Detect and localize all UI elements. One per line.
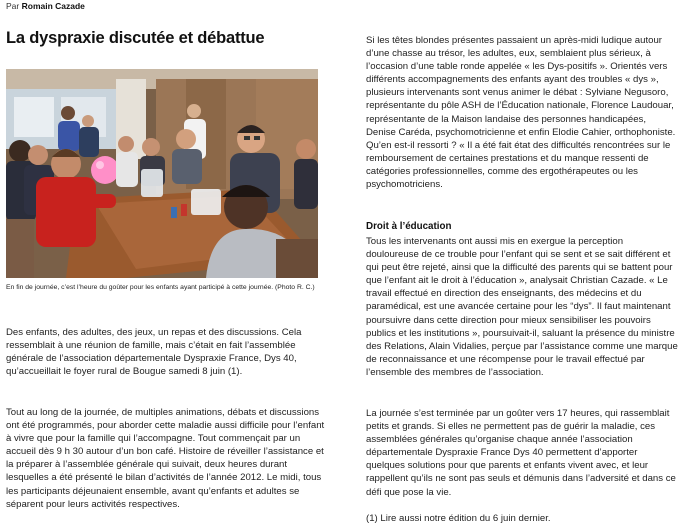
- byline-prefix: Par: [6, 1, 20, 11]
- right-paragraph-1: Si les têtes blondes présentes passaient un après-midi ludique autour d’une chasse au trésor, les adultes, eux, semblaient plus sérieux, à l’occasion d’une table ronde appelée « les Dys-positifs ». Orientés vers différents accompagnements des enfants ayant des troubles « dys », plusieurs intervenants sont venus animer le débat : Sylviane Negusoro, représentante du pôle ASH de l’Éducation nationale, Florence Laudouar, représentante de la Maison landaise des personnes handicapées, Denise Caréda, psychomotricienne et enfin Elodie Cahier, orthophoniste. Qu’en est-il ressorti ? « Il a été fait état des difficultés rencontrées sur le remboursement de certaines prestations et du manque ressenti de catégories professionnelles, comme des ergothérapeutes ou les psychomotriciens.: [366, 35, 676, 191]
- author-name[interactable]: Romain Cazade: [21, 1, 85, 11]
- left-paragraph-1: Des enfants, des adultes, des jeux, un repas et des discussions. Cela ressemblait à une réunion de famille, mais c’était en fait l’assemblée générale de l’association départementale Dyspraxie France, Dys 40, qu’accueillait le foyer rural de Bougue samedi 8 juin (1).: [6, 327, 302, 378]
- photo-scene: [6, 69, 318, 278]
- byline: [6, 1, 85, 11]
- right-paragraph-3: La journée s’est terminée par un goûter vers 17 heures, qui rassemblait petits et grands. Si elles ne permettent pas de guérir la maladie, ces assemblées générales qu’organise chaque année l’association départementale Dyspraxie France Dys 40 permettent d’apporter quelques solutions pour que parents et enfants vivent avec, et leur rappellent qu’ils ne sont pas seuls et démunis dans l’adversité et dans ce défi que pose la vie.: [366, 408, 676, 498]
- article-photo: [6, 69, 318, 278]
- article-title: La dyspraxie discutée et débattue: [6, 29, 265, 47]
- right-paragraph-2: Tous les intervenants ont aussi mis en exergue la perception douloureuse de ce trouble pour l’enfant qui se sent et se sait différent et qui peut être rejeté, ainsi que la difficulté des parents qui se battent pour que l’enfant ait le droit à l’éducation », analysait Christian Cazade. « Le travail effectué en direction des enseignants, des médecins et du paramédical, est une avancée certaine pour les “dys”. Il faut maintenant poursuivre dans cette direction pour mieux sensibiliser les pouvoirs publics et les institutions », poursuivait-il, saluant la présence du ministre des Relations, Alain Vidalies, perçue par l’assistance comme une marque de reconnaissance et une récompense pour le travail effectué par l’ensemble des membres de l’association.: [366, 236, 678, 378]
- photo-caption: En fin de journée, c’est l’heure du goûter pour les enfants ayant participé à cette journée. (Photo R. C.): [6, 284, 315, 291]
- left-paragraph-2: Tout au long de la journée, de multiples animations, débats et discussions ont été programmés, pour aborder cette maladie aussi difficile pour l’enfant à vivre que pour la famille qui l’accompagne. Tout commençait par un accueil dès 9 h 30 autour d’un bon café. Histoire de réveiller l’assistance et la préparer à l’assemblée générale qui suivait, deux heures durant lesquelles a été présenté le bilan d’activités de l’année 2012. Le midi, tous les participants déjeunaient ensemble, avant qu’enfants et adultes se séparent pour leurs activités respectives.: [6, 407, 325, 510]
- subheading: Droit à l’éducation: [366, 221, 452, 232]
- footnote: (1) Lire aussi notre édition du 6 juin dernier.: [366, 513, 551, 524]
